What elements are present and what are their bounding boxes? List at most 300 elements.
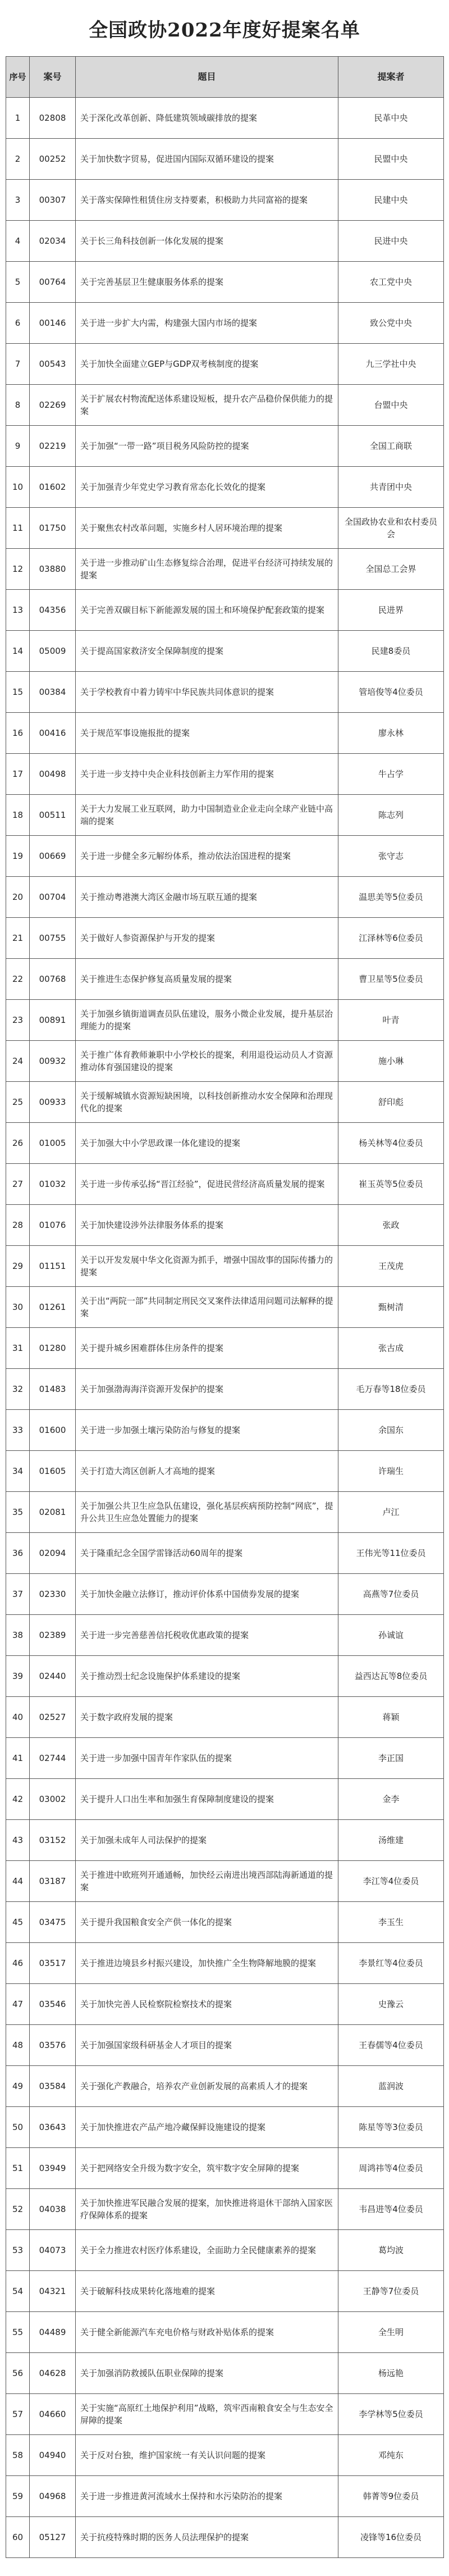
proposal-title: 关于进一步传承弘扬“晋江经验”，促进民营经济高质量发展的提案 bbox=[76, 1164, 338, 1205]
proposal-title: 关于加强消防救援队伍职业保障的提案 bbox=[76, 2353, 338, 2394]
row-number: 5 bbox=[6, 262, 30, 303]
proposer: 李学林等5位委员 bbox=[338, 2394, 444, 2435]
row-number: 24 bbox=[6, 1041, 30, 1082]
row-number: 40 bbox=[6, 1697, 30, 1738]
row-number: 58 bbox=[6, 2435, 30, 2476]
proposer: 蒋颖 bbox=[338, 1697, 444, 1738]
case-number: 00933 bbox=[30, 1082, 76, 1123]
proposer: 杨远艳 bbox=[338, 2353, 444, 2394]
case-number: 00764 bbox=[30, 262, 76, 303]
case-number: 04038 bbox=[30, 2189, 76, 2230]
proposal-title: 关于抗疫特殊时期的医务人员法理保护的提案 bbox=[76, 2517, 338, 2558]
row-number: 37 bbox=[6, 1574, 30, 1615]
row-number: 16 bbox=[6, 713, 30, 754]
proposer: 舒印彪 bbox=[338, 1082, 444, 1123]
proposer: 牛占学 bbox=[338, 754, 444, 795]
proposal-title: 关于推进中欧班列开通通畅，加快经云南进出境西部陆海新通道的提案 bbox=[76, 1861, 338, 1902]
proposal-title: 关于聚焦农村改革问题，实施乡村人居环境治理的提案 bbox=[76, 508, 338, 549]
case-number: 03949 bbox=[30, 2148, 76, 2189]
case-number: 03002 bbox=[30, 1779, 76, 1820]
row-number: 20 bbox=[6, 877, 30, 918]
proposer: 蓝润波 bbox=[338, 2066, 444, 2107]
proposer: 王静等7位委员 bbox=[338, 2271, 444, 2312]
proposer: 温思美等5位委员 bbox=[338, 877, 444, 918]
table-row bbox=[6, 1902, 444, 1943]
row-number: 22 bbox=[6, 959, 30, 1000]
proposal-title: 关于推广体育教师兼职中小学校长的提案，利用退役运动员人才资源推动体育强国建设的提案 bbox=[76, 1041, 338, 1082]
case-number: 00416 bbox=[30, 713, 76, 754]
proposer: 杨关林等4位委员 bbox=[338, 1123, 444, 1164]
row-number: 28 bbox=[6, 1205, 30, 1246]
proposal-title: 关于推动烈士纪念设施保护体系建设的提案 bbox=[76, 1656, 338, 1697]
proposal-title: 关于加快推进军民融合发展的提案，加快推进将退休干部纳入国家医疗保障体系的提案 bbox=[76, 2189, 338, 2230]
table-body bbox=[6, 98, 444, 2558]
proposal-title: 关于把网络安全升级为数字安全，筑牢数字安全屏障的提案 bbox=[76, 2148, 338, 2189]
case-number: 00669 bbox=[30, 836, 76, 877]
case-number: 04940 bbox=[30, 2435, 76, 2476]
proposal-title: 关于进一步加强土壤污染防治与修复的提案 bbox=[76, 1410, 338, 1451]
table-row bbox=[6, 1246, 444, 1287]
proposal-title: 关于出“两院一部”共同制定刑民交叉案件法律适用问题司法解释的提案 bbox=[76, 1287, 338, 1328]
proposer: 凌锋等16位委员 bbox=[338, 2517, 444, 2558]
table-row bbox=[6, 221, 444, 262]
page-title: 全国政协2022年度好提案名单 bbox=[89, 19, 360, 42]
table-row bbox=[6, 1861, 444, 1902]
proposal-title: 关于学校教育中着力铸牢中华民族共同体意识的提案 bbox=[76, 672, 338, 713]
table-row bbox=[6, 2230, 444, 2271]
row-number: 21 bbox=[6, 918, 30, 959]
row-number: 46 bbox=[6, 1943, 30, 1984]
proposal-title: 关于进一步支持中央企业科技创新主力军作用的提案 bbox=[76, 754, 338, 795]
row-number: 18 bbox=[6, 795, 30, 836]
table-row bbox=[6, 2517, 444, 2558]
case-number: 00252 bbox=[30, 139, 76, 180]
row-number: 7 bbox=[6, 344, 30, 385]
proposer: 崔玉英等5位委员 bbox=[338, 1164, 444, 1205]
case-number: 04321 bbox=[30, 2271, 76, 2312]
proposal-title: 关于进一步健全多元解纷体系，推动依法治国进程的提案 bbox=[76, 836, 338, 877]
case-number: 01076 bbox=[30, 1205, 76, 1246]
row-number: 6 bbox=[6, 303, 30, 344]
table-row bbox=[6, 754, 444, 795]
table-row bbox=[6, 836, 444, 877]
proposer: 民进界 bbox=[338, 590, 444, 631]
table-row bbox=[6, 1000, 444, 1041]
row-number: 32 bbox=[6, 1369, 30, 1410]
table-row bbox=[6, 2107, 444, 2148]
proposer: 台盟中央 bbox=[338, 385, 444, 426]
row-number: 49 bbox=[6, 2066, 30, 2107]
row-number: 54 bbox=[6, 2271, 30, 2312]
proposer: 民革中央 bbox=[338, 98, 444, 139]
table-row bbox=[6, 344, 444, 385]
row-number: 23 bbox=[6, 1000, 30, 1041]
header-proposer: 提案者 bbox=[338, 57, 444, 98]
table-row bbox=[6, 1410, 444, 1451]
proposer: 益西达瓦等8位委员 bbox=[338, 1656, 444, 1697]
case-number: 03576 bbox=[30, 2025, 76, 2066]
case-number: 00498 bbox=[30, 754, 76, 795]
proposal-title: 关于提升我国粮食安全产供一体化的提案 bbox=[76, 1902, 338, 1943]
table-row bbox=[6, 877, 444, 918]
proposer: 韩菁等9位委员 bbox=[338, 2476, 444, 2517]
table-row bbox=[6, 1041, 444, 1082]
proposer: 陈志列 bbox=[338, 795, 444, 836]
proposal-title: 关于提高国家救济安全保障制度的提案 bbox=[76, 631, 338, 672]
row-number: 35 bbox=[6, 1492, 30, 1533]
row-number: 1 bbox=[6, 98, 30, 139]
table-header-row bbox=[6, 57, 444, 98]
row-number: 51 bbox=[6, 2148, 30, 2189]
proposal-title: 关于加快建设涉外法律服务体系的提案 bbox=[76, 1205, 338, 1246]
case-number: 04489 bbox=[30, 2312, 76, 2353]
case-number: 05009 bbox=[30, 631, 76, 672]
table-row bbox=[6, 1574, 444, 1615]
proposal-title: 关于加快全面建立GEP与GDP双考核制度的提案 bbox=[76, 344, 338, 385]
proposal-title: 关于完善基层卫生健康服务体系的提案 bbox=[76, 262, 338, 303]
case-number: 00891 bbox=[30, 1000, 76, 1041]
proposal-title: 关于加强公共卫生应急队伍建设，强化基层疾病预防控制“网底”，提升公共卫生应急处置能力的提案 bbox=[76, 1492, 338, 1533]
row-number: 38 bbox=[6, 1615, 30, 1656]
case-number: 03584 bbox=[30, 2066, 76, 2107]
row-number: 9 bbox=[6, 426, 30, 467]
table-row bbox=[6, 1369, 444, 1410]
proposal-title: 关于加快数字贸易，促进国内国际双循环建设的提案 bbox=[76, 139, 338, 180]
proposal-title: 关于加强渤海海洋资源开发保护的提案 bbox=[76, 1369, 338, 1410]
row-number: 29 bbox=[6, 1246, 30, 1287]
proposal-title: 关于进一步推进黄河流域水土保持和水污染防治的提案 bbox=[76, 2476, 338, 2517]
proposal-title: 关于加强未成年人司法保护的提案 bbox=[76, 1820, 338, 1861]
proposer: 管培俊等4位委员 bbox=[338, 672, 444, 713]
proposal-title: 关于推动粤港澳大湾区金融市场互联互通的提案 bbox=[76, 877, 338, 918]
row-number: 26 bbox=[6, 1123, 30, 1164]
table-row bbox=[6, 1656, 444, 1697]
proposer: 民建中央 bbox=[338, 180, 444, 221]
table-row bbox=[6, 2066, 444, 2107]
table-row bbox=[6, 631, 444, 672]
row-number: 52 bbox=[6, 2189, 30, 2230]
proposal-title: 关于长三角科技创新一体化发展的提案 bbox=[76, 221, 338, 262]
proposal-title: 关于加强乡镇街道调查员队伍建设，服务小微企业发展，提升基层治理能力的提案 bbox=[76, 1000, 338, 1041]
row-number: 56 bbox=[6, 2353, 30, 2394]
table-row bbox=[6, 590, 444, 631]
case-number: 02034 bbox=[30, 221, 76, 262]
case-number: 01032 bbox=[30, 1164, 76, 1205]
proposer: 金李 bbox=[338, 1779, 444, 1820]
proposer: 民建8委员 bbox=[338, 631, 444, 672]
proposer: 叶青 bbox=[338, 1000, 444, 1041]
proposal-title: 关于提升城乡困难群体住房条件的提案 bbox=[76, 1328, 338, 1369]
proposer: 余国东 bbox=[338, 1410, 444, 1451]
table-row bbox=[6, 1738, 444, 1779]
case-number: 04660 bbox=[30, 2394, 76, 2435]
case-number: 02081 bbox=[30, 1492, 76, 1533]
proposer: 葛均波 bbox=[338, 2230, 444, 2271]
case-number: 02744 bbox=[30, 1738, 76, 1779]
case-number: 00755 bbox=[30, 918, 76, 959]
proposal-title: 关于以开发发展中华文化资源为抓手，增强中国故事的国际传播力的提案 bbox=[76, 1246, 338, 1287]
table-row bbox=[6, 672, 444, 713]
header-title: 题目 bbox=[76, 57, 338, 98]
case-number: 03880 bbox=[30, 549, 76, 590]
table-row bbox=[6, 385, 444, 426]
proposer: 甄树清 bbox=[338, 1287, 444, 1328]
proposal-title: 关于缓解城镇水资源短缺困境，以科技创新推动水安全保障和治理现代化的提案 bbox=[76, 1082, 338, 1123]
table-row bbox=[6, 1697, 444, 1738]
table-row bbox=[6, 1328, 444, 1369]
table-row bbox=[6, 1820, 444, 1861]
proposer: 民盟中央 bbox=[338, 139, 444, 180]
proposal-title: 关于推进生态保护修复高质量发展的提案 bbox=[76, 959, 338, 1000]
table-row bbox=[6, 959, 444, 1000]
proposal-title: 关于进一步加强中国青年作家队伍的提案 bbox=[76, 1738, 338, 1779]
proposer: 民进中央 bbox=[338, 221, 444, 262]
row-number: 8 bbox=[6, 385, 30, 426]
row-number: 39 bbox=[6, 1656, 30, 1697]
proposal-title: 关于加快推进农产品产地冷藏保鲜设施建设的提案 bbox=[76, 2107, 338, 2148]
proposer: 王茂虎 bbox=[338, 1246, 444, 1287]
table-row bbox=[6, 139, 444, 180]
case-number: 03643 bbox=[30, 2107, 76, 2148]
table-row bbox=[6, 2394, 444, 2435]
table-row bbox=[6, 2271, 444, 2312]
row-number: 15 bbox=[6, 672, 30, 713]
proposal-title: 关于实施“高原红土地保护利用”战略，筑牢西南粮食安全与生态安全屏障的提案 bbox=[76, 2394, 338, 2435]
proposer: 王春儒等4位委员 bbox=[338, 2025, 444, 2066]
case-number: 02219 bbox=[30, 426, 76, 467]
proposer: 九三学社中央 bbox=[338, 344, 444, 385]
row-number: 30 bbox=[6, 1287, 30, 1328]
row-number: 45 bbox=[6, 1902, 30, 1943]
case-number: 02808 bbox=[30, 98, 76, 139]
proposer: 全国工商联 bbox=[338, 426, 444, 467]
case-number: 01750 bbox=[30, 508, 76, 549]
proposer: 卢江 bbox=[338, 1492, 444, 1533]
table-row bbox=[6, 303, 444, 344]
row-number: 47 bbox=[6, 1984, 30, 2025]
row-number: 42 bbox=[6, 1779, 30, 1820]
row-number: 12 bbox=[6, 549, 30, 590]
proposer: 张政 bbox=[338, 1205, 444, 1246]
case-number: 04628 bbox=[30, 2353, 76, 2394]
case-number: 04968 bbox=[30, 2476, 76, 2517]
proposer: 廖永林 bbox=[338, 713, 444, 754]
table-row bbox=[6, 180, 444, 221]
table-row bbox=[6, 1492, 444, 1533]
case-number: 02527 bbox=[30, 1697, 76, 1738]
case-number: 02389 bbox=[30, 1615, 76, 1656]
case-number: 01605 bbox=[30, 1451, 76, 1492]
row-number: 50 bbox=[6, 2107, 30, 2148]
proposal-title: 关于加强“一带一路”项目税务风险防控的提案 bbox=[76, 426, 338, 467]
case-number: 02094 bbox=[30, 1533, 76, 1574]
row-number: 60 bbox=[6, 2517, 30, 2558]
proposer: 孙诚谊 bbox=[338, 1615, 444, 1656]
proposer: 陈星等等3位委员 bbox=[338, 2107, 444, 2148]
case-number: 03517 bbox=[30, 1943, 76, 1984]
case-number: 01602 bbox=[30, 467, 76, 508]
proposer: 张古成 bbox=[338, 1328, 444, 1369]
proposer: 李正国 bbox=[338, 1738, 444, 1779]
table-row bbox=[6, 2148, 444, 2189]
row-number: 53 bbox=[6, 2230, 30, 2271]
proposal-title: 关于深化改革创新、降低建筑领域碳排放的提案 bbox=[76, 98, 338, 139]
row-number: 57 bbox=[6, 2394, 30, 2435]
case-number: 02440 bbox=[30, 1656, 76, 1697]
proposer: 共青团中央 bbox=[338, 467, 444, 508]
case-number: 00543 bbox=[30, 344, 76, 385]
proposal-title: 关于落实保障性租赁住房支持要素，积极助力共同富裕的提案 bbox=[76, 180, 338, 221]
header-no: 序号 bbox=[6, 57, 30, 98]
case-number: 01600 bbox=[30, 1410, 76, 1451]
case-number: 02269 bbox=[30, 385, 76, 426]
table-row bbox=[6, 262, 444, 303]
proposal-title: 关于隆重纪念全国学雷锋活动60周年的提案 bbox=[76, 1533, 338, 1574]
table-row bbox=[6, 1164, 444, 1205]
table-row bbox=[6, 713, 444, 754]
case-number: 00932 bbox=[30, 1041, 76, 1082]
case-number: 01005 bbox=[30, 1123, 76, 1164]
proposal-title: 关于强化产教融合，培养农产业创新发展的高素质人才的提案 bbox=[76, 2066, 338, 2107]
table-row bbox=[6, 1123, 444, 1164]
proposal-title: 关于完善双碳目标下新能源发展的国土和环境保护配套政策的提案 bbox=[76, 590, 338, 631]
row-number: 31 bbox=[6, 1328, 30, 1369]
proposer: 李玉生 bbox=[338, 1902, 444, 1943]
case-number: 00704 bbox=[30, 877, 76, 918]
table-row bbox=[6, 2435, 444, 2476]
table-row bbox=[6, 1984, 444, 2025]
table-row bbox=[6, 1287, 444, 1328]
case-number: 00146 bbox=[30, 303, 76, 344]
table-row bbox=[6, 549, 444, 590]
case-number: 03152 bbox=[30, 1820, 76, 1861]
proposer: 张守志 bbox=[338, 836, 444, 877]
case-number: 00384 bbox=[30, 672, 76, 713]
proposal-title: 关于打造大湾区创新人才高地的提案 bbox=[76, 1451, 338, 1492]
row-number: 48 bbox=[6, 2025, 30, 2066]
row-number: 10 bbox=[6, 467, 30, 508]
row-number: 59 bbox=[6, 2476, 30, 2517]
case-number: 01280 bbox=[30, 1328, 76, 1369]
row-number: 44 bbox=[6, 1861, 30, 1902]
table-row bbox=[6, 426, 444, 467]
proposal-title: 关于加强青少年党史学习教育常态化长效化的提案 bbox=[76, 467, 338, 508]
table-row bbox=[6, 2189, 444, 2230]
proposer: 周鸿祎等4位委员 bbox=[338, 2148, 444, 2189]
table-row bbox=[6, 2353, 444, 2394]
proposal-title: 关于加强国家级科研基金人才项目的提案 bbox=[76, 2025, 338, 2066]
proposal-title: 关于数字政府发展的提案 bbox=[76, 1697, 338, 1738]
case-number: 02330 bbox=[30, 1574, 76, 1615]
case-number: 04073 bbox=[30, 2230, 76, 2271]
proposal-title: 关于反对台独，维护国家统一有关认识问题的提案 bbox=[76, 2435, 338, 2476]
row-number: 17 bbox=[6, 754, 30, 795]
case-number: 00768 bbox=[30, 959, 76, 1000]
row-number: 36 bbox=[6, 1533, 30, 1574]
proposal-title: 关于提升人口出生率和加强生育保障制度建设的提案 bbox=[76, 1779, 338, 1820]
table-row bbox=[6, 1779, 444, 1820]
case-number: 04356 bbox=[30, 590, 76, 631]
table-row bbox=[6, 98, 444, 139]
proposer: 高燕等7位委员 bbox=[338, 1574, 444, 1615]
case-number: 00307 bbox=[30, 180, 76, 221]
case-number: 01261 bbox=[30, 1287, 76, 1328]
row-number: 14 bbox=[6, 631, 30, 672]
table-row bbox=[6, 1615, 444, 1656]
proposer: 全生明 bbox=[338, 2312, 444, 2353]
proposer: 王伟光等11位委员 bbox=[338, 1533, 444, 1574]
proposer: 汤维建 bbox=[338, 1820, 444, 1861]
proposer: 曹卫星等5位委员 bbox=[338, 959, 444, 1000]
proposal-title: 关于进一步扩大内需，构建强大国内市场的提案 bbox=[76, 303, 338, 344]
case-number: 03546 bbox=[30, 1984, 76, 2025]
proposer: 李景红等4位委员 bbox=[338, 1943, 444, 1984]
row-number: 19 bbox=[6, 836, 30, 877]
proposer: 邓纯东 bbox=[338, 2435, 444, 2476]
row-number: 13 bbox=[6, 590, 30, 631]
proposer: 韦昌进等4位委员 bbox=[338, 2189, 444, 2230]
proposal-title: 关于做好人参资源保护与开发的提案 bbox=[76, 918, 338, 959]
proposal-title: 关于加强大中小学思政课一体化建设的提案 bbox=[76, 1123, 338, 1164]
row-number: 11 bbox=[6, 508, 30, 549]
table-row bbox=[6, 1082, 444, 1123]
table-row bbox=[6, 795, 444, 836]
proposal-title: 关于破解科技成果转化落地难的提案 bbox=[76, 2271, 338, 2312]
row-number: 55 bbox=[6, 2312, 30, 2353]
table-row bbox=[6, 1205, 444, 1246]
proposer: 许瑞生 bbox=[338, 1451, 444, 1492]
table-row bbox=[6, 2025, 444, 2066]
row-number: 4 bbox=[6, 221, 30, 262]
row-number: 41 bbox=[6, 1738, 30, 1779]
proposer: 施小琳 bbox=[338, 1041, 444, 1082]
proposer: 江泽林等6位委员 bbox=[338, 918, 444, 959]
row-number: 2 bbox=[6, 139, 30, 180]
proposal-title: 关于进一步推动矿山生态修复综合治理，促进平台经济可持续发展的提案 bbox=[76, 549, 338, 590]
proposal-title: 关于扩展农村物流配送体系建设短板，提升农产品稳价保供能力的提案 bbox=[76, 385, 338, 426]
row-number: 25 bbox=[6, 1082, 30, 1123]
table-row bbox=[6, 467, 444, 508]
proposer: 史豫云 bbox=[338, 1984, 444, 2025]
proposer: 全国总工会界 bbox=[338, 549, 444, 590]
table-row bbox=[6, 1533, 444, 1574]
header-case-no: 案号 bbox=[30, 57, 76, 98]
row-number: 34 bbox=[6, 1451, 30, 1492]
row-number: 3 bbox=[6, 180, 30, 221]
proposal-title: 关于进一步完善慈善信托税收优惠政策的提案 bbox=[76, 1615, 338, 1656]
proposal-title: 关于大力发展工业互联网，助力中国制造业企业走向全球产业链中高端的提案 bbox=[76, 795, 338, 836]
table-row bbox=[6, 2476, 444, 2517]
proposer: 致公党中央 bbox=[338, 303, 444, 344]
table-row bbox=[6, 2312, 444, 2353]
proposer: 全国政协农业和农村委员会 bbox=[338, 508, 444, 549]
proposal-title: 关于加快完善人民检察院检察技术的提案 bbox=[76, 1984, 338, 2025]
row-number: 27 bbox=[6, 1164, 30, 1205]
table-row bbox=[6, 508, 444, 549]
proposal-title: 关于规范军事设施报批的提案 bbox=[76, 713, 338, 754]
table-row bbox=[6, 1451, 444, 1492]
proposer: 农工党中央 bbox=[338, 262, 444, 303]
table-row bbox=[6, 918, 444, 959]
case-number: 05127 bbox=[30, 2517, 76, 2558]
proposal-title: 关于全力推进农村医疗体系建设，全面助力全民健康素养的提案 bbox=[76, 2230, 338, 2271]
proposal-title: 关于加快金融立法修订，推动评价体系中国债券发展的提案 bbox=[76, 1574, 338, 1615]
proposal-title: 关于推进边境县乡村振兴建设，加快推广全生物降解地膜的提案 bbox=[76, 1943, 338, 1984]
proposals-table bbox=[6, 56, 444, 2558]
row-number: 33 bbox=[6, 1410, 30, 1451]
row-number: 43 bbox=[6, 1820, 30, 1861]
case-number: 01483 bbox=[30, 1369, 76, 1410]
